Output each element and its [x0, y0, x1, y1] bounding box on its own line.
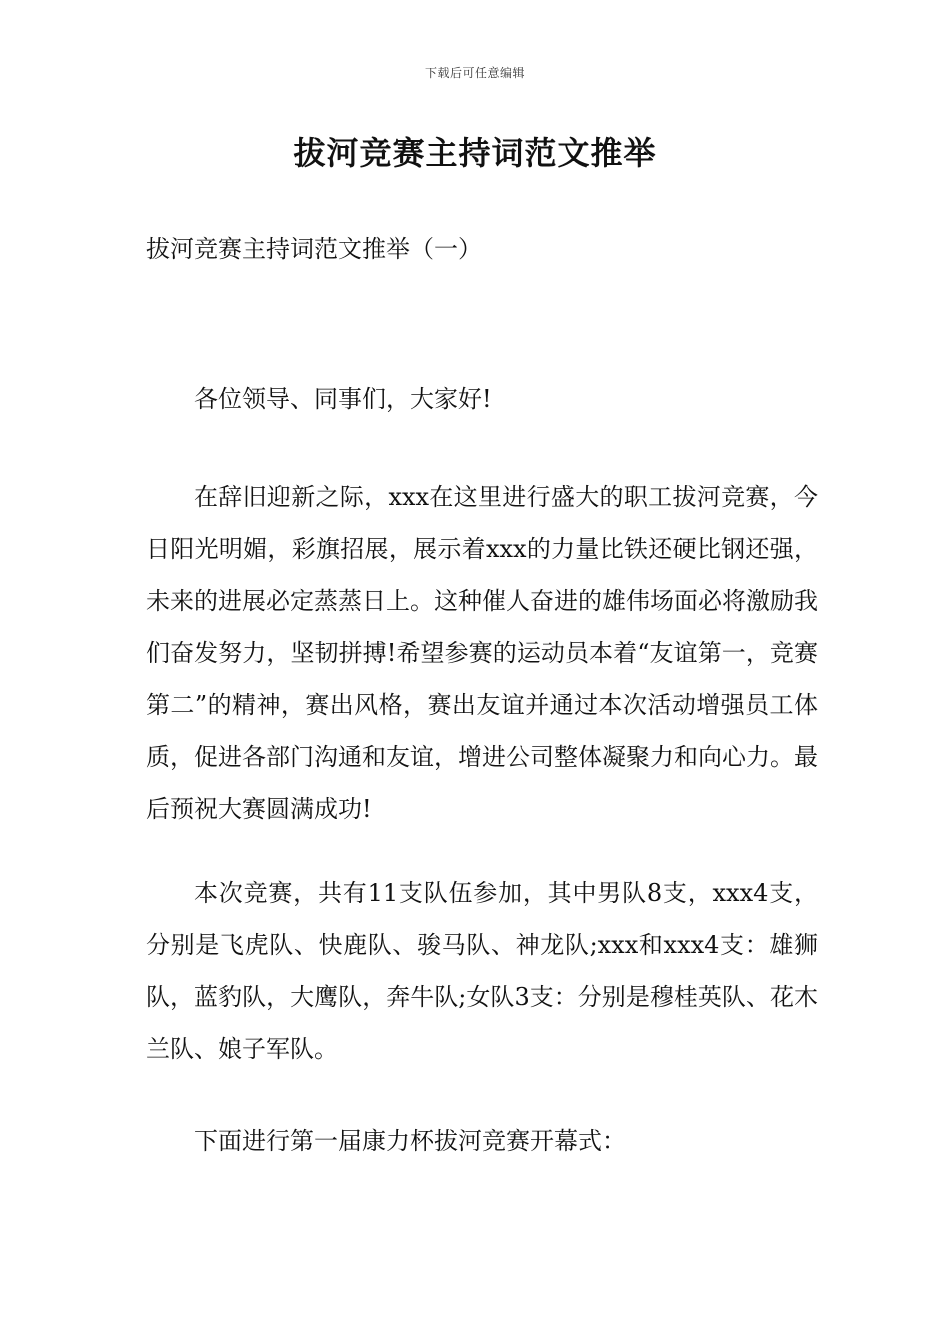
paragraph-teams: 本次竞赛，共有11支队伍参加，其中男队8支，xxx4支，分别是飞虎队、快鹿队、骏马队、神龙队;xxx和xxx4支：雄狮队，蓝豹队，大鹰队，奔牛队;女队3支：分别是穆桂英队、花木兰队、娘子军队。: [146, 879, 818, 1063]
paragraph-opening-ceremony: 下面进行第一届康力杯拔河竞赛开幕式：: [194, 1127, 626, 1155]
document-title: 拔河竞赛主持词范文推举: [293, 134, 657, 172]
header-note: 下载后可任意编辑: [424, 66, 525, 80]
paragraph-introduction: 在辞旧迎新之际，xxx在这里进行盛大的职工拔河竞赛，今日阳光明媚，彩旗招展，展示着xxx的力量比铁还硬比钢还强，未来的进展必定蒸蒸日上。这种催人奋进的雄伟场面必将激励我们奋发努力，坚韧拼搏!希望参赛的运动员本着“友谊第一，竞赛第二”的精神，赛出风格，赛出友谊并通过本次活动增强员工体质，促进各部门沟通和友谊，增进公司整体凝聚力和向心力。最后预祝大赛圆满成功!: [146, 483, 818, 823]
document-subtitle: 拔河竞赛主持词范文推举（一）: [146, 235, 482, 263]
paragraph-greeting: 各位领导、同事们，大家好!: [194, 385, 492, 413]
